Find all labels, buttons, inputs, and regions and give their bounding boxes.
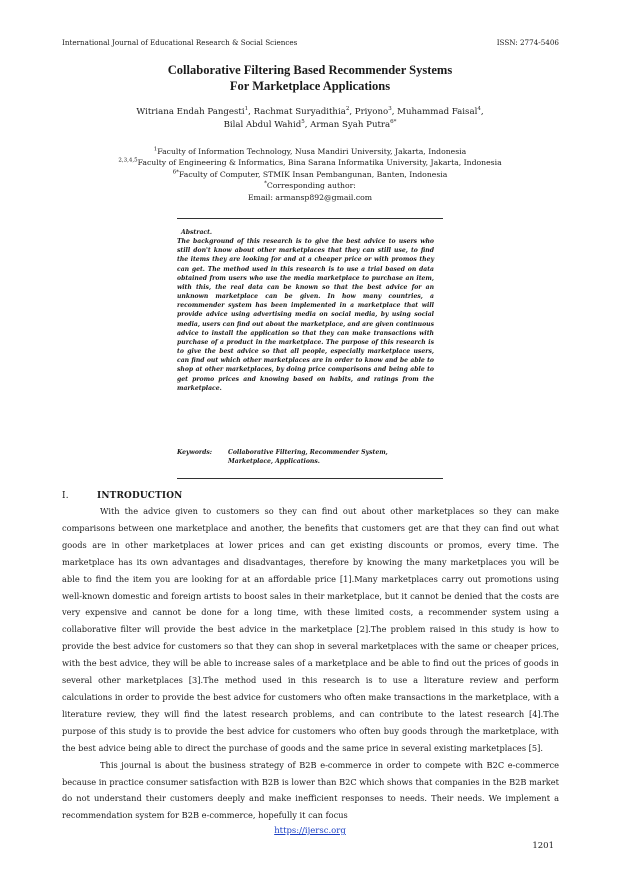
footer-link[interactable]: https://ijersc.org bbox=[274, 826, 346, 836]
affiliations bbox=[60, 146, 560, 203]
keywords-text: Collaborative Filtering, Recommender System, Marketplace, Applications. bbox=[228, 449, 388, 466]
abstract bbox=[177, 228, 434, 393]
author-list: Witriana Endah Pangesti$^1$, Rachmat Suryadithia$^2$, Priyono$^3$, Muhammad Faisal$^4$, Bilal Abdul Wahid$^5$, Arman Syah Putra$^{6*}$ bbox=[136, 106, 484, 130]
keywords bbox=[177, 448, 443, 466]
section-title: INTRODUCTION bbox=[97, 491, 183, 501]
paper-title bbox=[60, 62, 560, 94]
running-header bbox=[62, 38, 559, 50]
corresponding-author: *Corresponding author: bbox=[264, 180, 356, 191]
body-text bbox=[62, 503, 559, 824]
author: Bilal Abdul Wahid$^5$ bbox=[223, 119, 305, 130]
author: Rachmat Suryadithia$^2$ bbox=[253, 106, 350, 117]
affiliation: $^{6*}$Faculty of Computer, STMIK Insan Pembangunan, Banten, Indonesia bbox=[172, 169, 448, 179]
title-line-2: For Marketplace Applications bbox=[229, 79, 391, 93]
paragraph: With the advice given to customers so they can find out about other marketplaces so they can make comparisons between one marketplace and another, the benefits that customers get are that they can find out what goods are in other marketplaces at lower prices and can get existing discounts or promos, every time. The marketplace has its own advantages and disadvantages, therefore by knowing the many marketplaces you will be able to find the item you are looking for at an affordable price [1].Many marketplaces carry out promotions using well-known domestic and foreign artists to boost sales in their marketplace, but it cannot be denied that the costs are very expensive and cannot be done for a long time, with these limited costs, a recommender system using a collaborative filter will provide the best advice in the marketplace [2].The problem raised in this study is how to provide the best advice for customers so that they can shop in several marketplaces with the same or cheaper prices, with the best advice, they will be able to increase sales of a marketplace and be able to find out the prices of goods in several other marketplaces [3].The method used in this research is to use a literature review and perform calculations in order to provide the best advice for customers who often make transactions in the marketplace, with a literature review, they will find the latest research problems, and can contribute to the latest research [4].The purpose of this study is to provide the best advice for customers who often buy goods through the marketplace, with the best advice being able to direct the purchase of goods and the same price in several existing marketplaces [5]. bbox=[62, 506, 559, 753]
affiliation: $^1$Faculty of Information Technology, Nusa Mandiri University, Jakarta, Indonesia bbox=[153, 146, 467, 156]
paragraph: This journal is about the business strategy of B2B e-commerce in order to compete with B2C e-commerce because in practice consumer satisfaction with B2B is lower than B2C which shows that companies in the B2B market do not understand their customers deeply and make inefficient responses to needs. Their needs. We implement a recommendation system for B2B e-commerce, hopefully it can focus bbox=[62, 759, 559, 821]
author: Priyono$^3$ bbox=[354, 106, 392, 117]
author: Muhammad Faisal$^4$ bbox=[397, 106, 481, 117]
section-number: I. bbox=[62, 491, 69, 501]
abstract-text: The background of this research is to give the best advice to users who still don't know about other marketplaces that they can still use, to find the items they are looking for and at a cheaper price or with promos they can get. The method used in this research is to use a trial based on data obtained from users who use the media marketplace to purchase an item, with this, the real data can be known so that the best advice for an unknown marketplace can be given. In how many countries, a recommender system has been implemented in a marketplace that will provide advice using advertising media on social media, by using social media, users can find out about the marketplace, and are given continuous advice to install the application so that they can make transactions with purchase of a product in the marketplace. The purpose of this research is to give the best advice so that all people, especially marketplace users, can find out which other marketplaces are in order to know and be able to shop at other marketplaces, by doing price comparisons and being able to get promo prices and knowing based on habits, and ratings from the marketplace. bbox=[177, 238, 434, 392]
page-number: 1201 bbox=[532, 841, 554, 851]
abstract-bottom-rule bbox=[177, 478, 443, 479]
email: Email: armansp892@gmail.com bbox=[247, 192, 373, 202]
abstract-top-rule bbox=[177, 218, 443, 219]
section-heading bbox=[62, 491, 182, 501]
title-line-1: Collaborative Filtering Based Recommender Systems bbox=[167, 63, 453, 77]
journal-name: International Journal of Educational Research & Social Sciences bbox=[62, 38, 298, 47]
author: Witriana Endah Pangesti$^1$ bbox=[136, 106, 249, 117]
issn: ISSN: 2774-5406 bbox=[496, 38, 559, 47]
affiliation: $^{2,3,4,5}$Faculty of Engineering & Informatics, Bina Sarana Informatika University, Jakarta, Indonesia bbox=[118, 157, 502, 168]
author: Arman Syah Putra$^{6*}$ bbox=[310, 119, 397, 130]
abstract-heading: Abstract. bbox=[181, 229, 213, 236]
keywords-label: Keywords: bbox=[177, 449, 213, 456]
